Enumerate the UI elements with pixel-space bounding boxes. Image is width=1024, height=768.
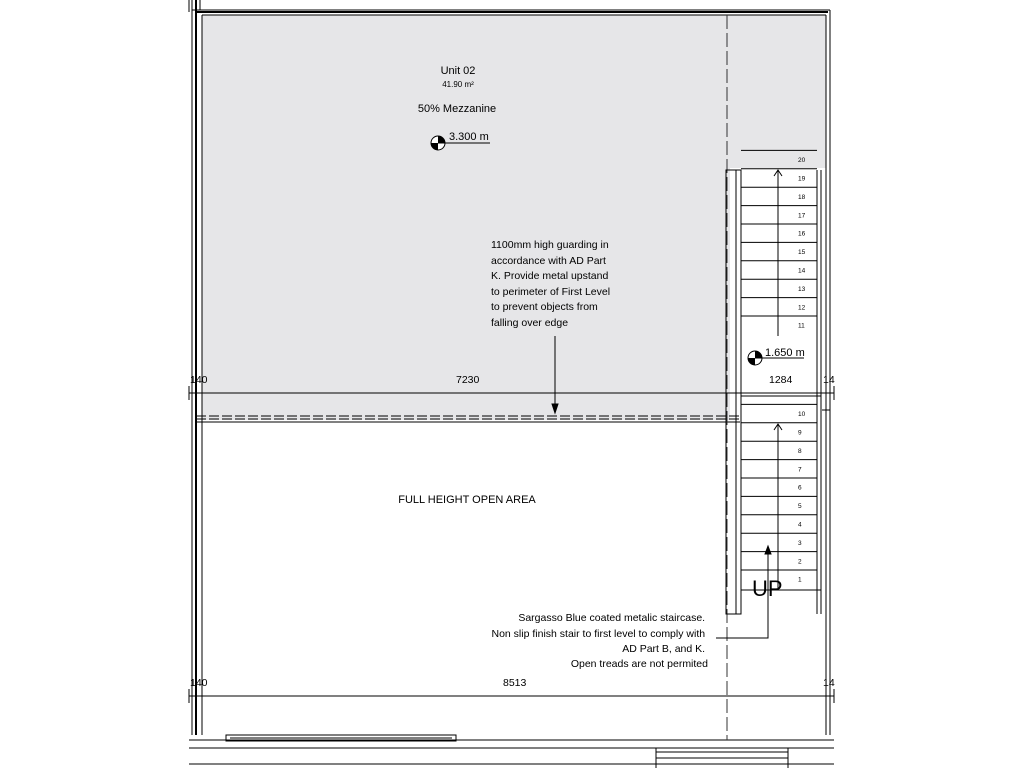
stair-up-label: UP: [752, 576, 783, 601]
dim-stair-width: 1284: [769, 374, 793, 386]
stair-step-number: 13: [798, 285, 806, 293]
dim-overall-width: 8513: [503, 677, 527, 689]
stair-step-number: 19: [798, 175, 806, 183]
room-name: Unit 02: [440, 65, 476, 77]
stair-step-number: 10: [798, 411, 806, 419]
dim-wall-right-upper: 14: [823, 374, 835, 386]
staircase-note-line: AD Part B, and K.: [622, 643, 706, 655]
stair-step-number: 18: [798, 193, 806, 201]
stair-step-number: 8: [798, 447, 802, 455]
dim-wall-left-upper: 140: [190, 374, 208, 386]
stair-step-number: 20: [798, 157, 806, 165]
staircase-note-line: Open treads are not permited: [570, 658, 708, 670]
stair-step-number: 12: [798, 304, 806, 312]
staircase-note-line: Sargasso Blue coated metalic staircase.: [518, 612, 706, 624]
stair-step-number: 11: [798, 322, 805, 330]
guarding-note-line: accordance with AD Part: [491, 255, 606, 267]
stair-step-number: 17: [798, 212, 806, 220]
stair-step-number: 7: [798, 466, 802, 474]
stair-step-number: 1: [798, 576, 802, 584]
room-area: 41.90 m²: [442, 80, 474, 89]
stair-step-number: 9: [798, 429, 802, 437]
stair-step-number: 3: [798, 539, 802, 547]
stair-step-number: 2: [798, 558, 802, 566]
staircase-note: [492, 612, 709, 670]
guarding-note-line: K. Provide metal upstand: [491, 270, 609, 282]
stair-step-number: 15: [798, 249, 806, 257]
stair-step-number: 5: [798, 503, 802, 511]
open-area-label: FULL HEIGHT OPEN AREA: [398, 494, 536, 506]
guarding-note-line: to perimeter of First Level: [491, 286, 611, 298]
guarding-note-line: falling over edge: [491, 317, 569, 329]
mezzanine-label: 50% Mezzanine: [417, 103, 497, 115]
dim-wall-right-lower: 14: [823, 677, 835, 689]
dimension-lines: [189, 386, 834, 703]
dim-mezzanine-width: 7230: [456, 374, 480, 386]
guarding-note-line: 1100mm high guarding in: [491, 239, 609, 251]
staircase-note-line: Non slip finish stair to first level to comply with: [491, 628, 706, 640]
stair-step-number: 6: [798, 484, 802, 492]
stair-step-number: 14: [798, 267, 806, 275]
dim-wall-left-lower: 140: [190, 677, 208, 689]
level-landing: 1.650 m: [765, 347, 805, 359]
guarding-note-line: to prevent objects from: [491, 301, 598, 313]
level-mezzanine: 3.300 m: [449, 131, 489, 143]
stair-step-number: 4: [798, 521, 802, 529]
stair-step-number: 16: [798, 230, 806, 238]
